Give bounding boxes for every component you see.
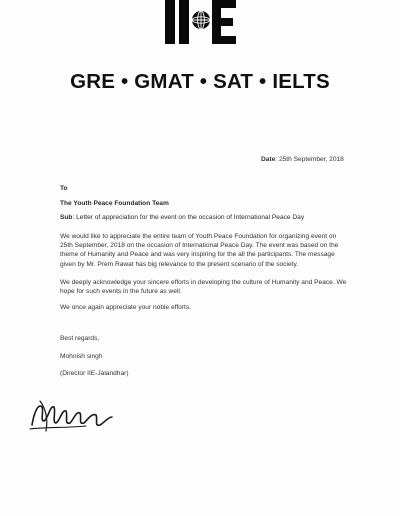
to-label: To <box>60 185 68 192</box>
body-paragraph: We would like to appreciate the entire team of Youth Peace Foundation for organizing event on 25th September, 2018 on the occasion of International Peace Day. The event was based on the theme of Humanity and Peace and was very inspiring for the all the participants. The message given by Mr. Prem Rawat has big relevance to the present scenario of the society. <box>60 233 339 268</box>
body-paragraph: We deeply acknowledge your sincere efforts in developing the culture of Humanity and Peace. We hope for such events in the future as well. <box>60 279 347 296</box>
course-tagline: GRE • GMAT • SAT • IELTS <box>70 70 330 93</box>
iie-logo <box>163 0 237 46</box>
letter-date <box>261 156 344 163</box>
handwritten-signature <box>26 395 116 435</box>
date-label: Date <box>261 156 276 163</box>
date-value: : 25th September, 2018 <box>275 156 344 163</box>
subject-label: Sub <box>60 214 73 221</box>
subject-text: : Letter of appreciation for the event on the occasion of International Peace Day <box>72 214 305 221</box>
closing-salutation: Best regards, <box>60 335 100 342</box>
signer-title: (Director IIE-Jalandhar) <box>60 370 129 377</box>
recipient-name: The Youth Peace Foundation Team <box>60 200 169 207</box>
subject-line <box>60 214 360 221</box>
body-paragraph: We once again appreciate your noble efforts. <box>60 304 191 311</box>
signer-name: Mohnish singh <box>60 353 103 360</box>
